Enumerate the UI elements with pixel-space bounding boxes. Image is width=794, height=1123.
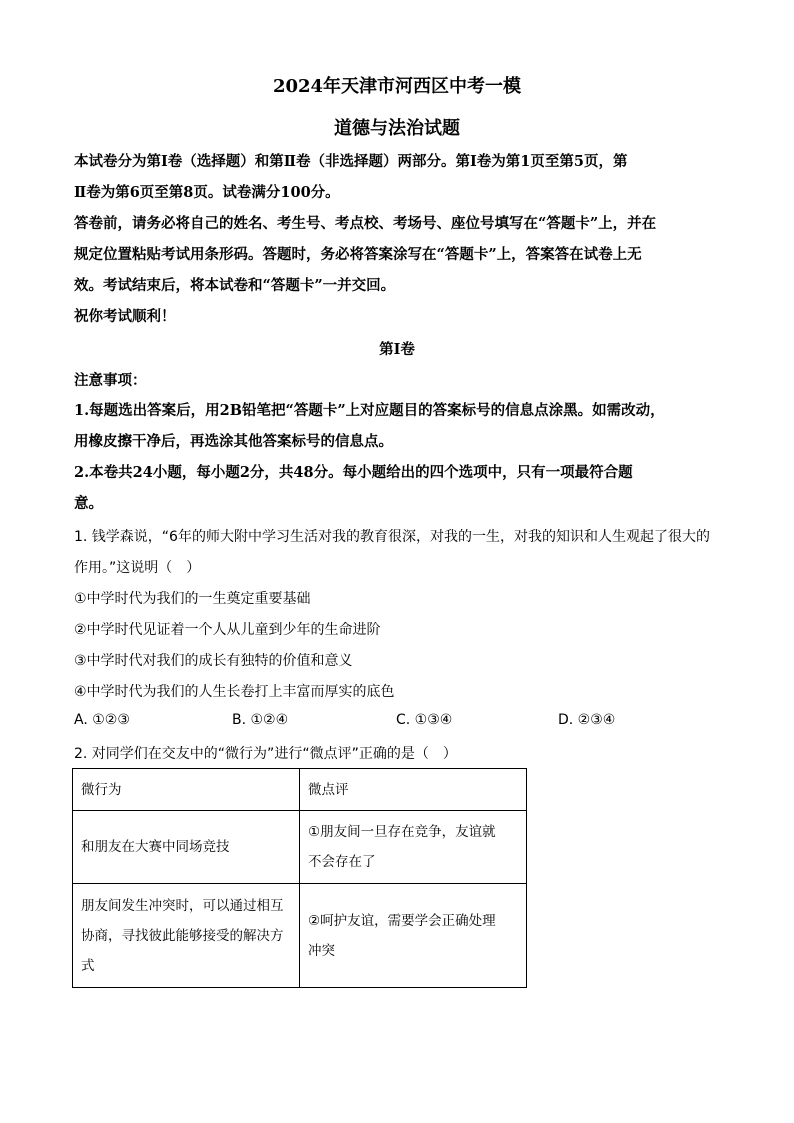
note-line: 意。 bbox=[74, 495, 103, 512]
intro-line: 答卷前，请务必将自己的姓名、考生号、考点校、考场号、座位号填写在“答题卡”上，并在 bbox=[74, 215, 657, 232]
q1-stem: 1. 钱学森说，“6年的师大附中学习生活对我的教育很深，对我的一生，对我的知识和人生观起了很大的 bbox=[74, 529, 710, 545]
cell-line: ①朋友间一旦存在竞争，友谊就 bbox=[308, 824, 496, 840]
q1-option-a: A. ①②③ bbox=[74, 712, 130, 728]
q1-stem: 作用。”这说明（ ） bbox=[74, 560, 201, 576]
q2-stem: 2. 对同学们在交友中的“微行为”进行“微点评”正确的是（ ） bbox=[74, 746, 457, 762]
q1-option-d: D. ②③④ bbox=[558, 712, 616, 728]
note-line: 1.每题选出答案后，用2B铅笔把“答题卡”上对应题目的答案标号的信息点涂黑。如需改动， bbox=[74, 402, 665, 419]
intro-good-luck: 祝你考试顺利！ bbox=[74, 308, 176, 325]
q1-statement: ②中学时代见证着一个人从儿童到少年的生命进阶 bbox=[74, 622, 381, 638]
table-row bbox=[73, 811, 527, 884]
q1-statement: ③中学时代对我们的成长有独特的价值和意义 bbox=[74, 653, 353, 669]
cell-line: 式 bbox=[81, 957, 95, 974]
exam-title: 2024年天津市河西区中考一模 bbox=[272, 76, 522, 97]
table-cell bbox=[300, 811, 527, 884]
cell-line: 朋友间发生冲突时，可以通过相互 bbox=[81, 897, 284, 914]
cell-line: 冲突 bbox=[308, 942, 335, 959]
q2-table bbox=[72, 768, 527, 988]
table-header: 微行为 bbox=[73, 769, 300, 811]
cell-line: ②呵护友谊，需要学会正确处理 bbox=[308, 912, 496, 929]
q1-statement: ①中学时代为我们的一生奠定重要基础 bbox=[74, 591, 311, 607]
q1-option-b: B. ①②④ bbox=[232, 712, 289, 728]
cell-line: 协商，寻找彼此能够接受的解决方 bbox=[81, 927, 284, 944]
table-cell bbox=[300, 884, 527, 988]
intro-line: 本试卷分为第Ⅰ卷（选择题）和第Ⅱ卷（非选择题）两部分。第Ⅰ卷为第1页至第5页，第 bbox=[74, 153, 628, 170]
table-row bbox=[73, 884, 527, 988]
intro-line: 效。考试结束后，将本试卷和“答题卡”一并交回。 bbox=[74, 277, 396, 294]
table-header-row bbox=[73, 769, 527, 811]
cell-line: 和朋友在大赛中同场竞技 bbox=[81, 839, 230, 855]
note-line: 2.本卷共24小题，每小题2分，共48分。每小题给出的四个选项中，只有一项最符合题 bbox=[74, 464, 633, 481]
exam-subtitle: 道德与法治试题 bbox=[334, 118, 460, 139]
table-header: 微点评 bbox=[300, 769, 527, 811]
notes-title: 注意事项： bbox=[74, 372, 147, 389]
q1-statement: ④中学时代为我们的人生长卷打上丰富而厚实的底色 bbox=[74, 684, 395, 700]
table-cell bbox=[73, 811, 300, 884]
q1-option-c: C. ①③④ bbox=[396, 712, 453, 728]
table-cell bbox=[73, 884, 300, 988]
note-line: 用橡皮擦干净后，再选涂其他答案标号的信息点。 bbox=[74, 433, 393, 450]
intro-line: 规定位置粘贴考试用条形码。答题时，务必将答案涂写在“答题卡”上，答案答在试卷上无 bbox=[74, 246, 642, 263]
cell-line: 不会存在了 bbox=[308, 854, 376, 870]
section-label: 第Ⅰ卷 bbox=[379, 341, 415, 358]
intro-line: Ⅱ卷为第6页至第8页。试卷满分100分。 bbox=[74, 184, 340, 201]
